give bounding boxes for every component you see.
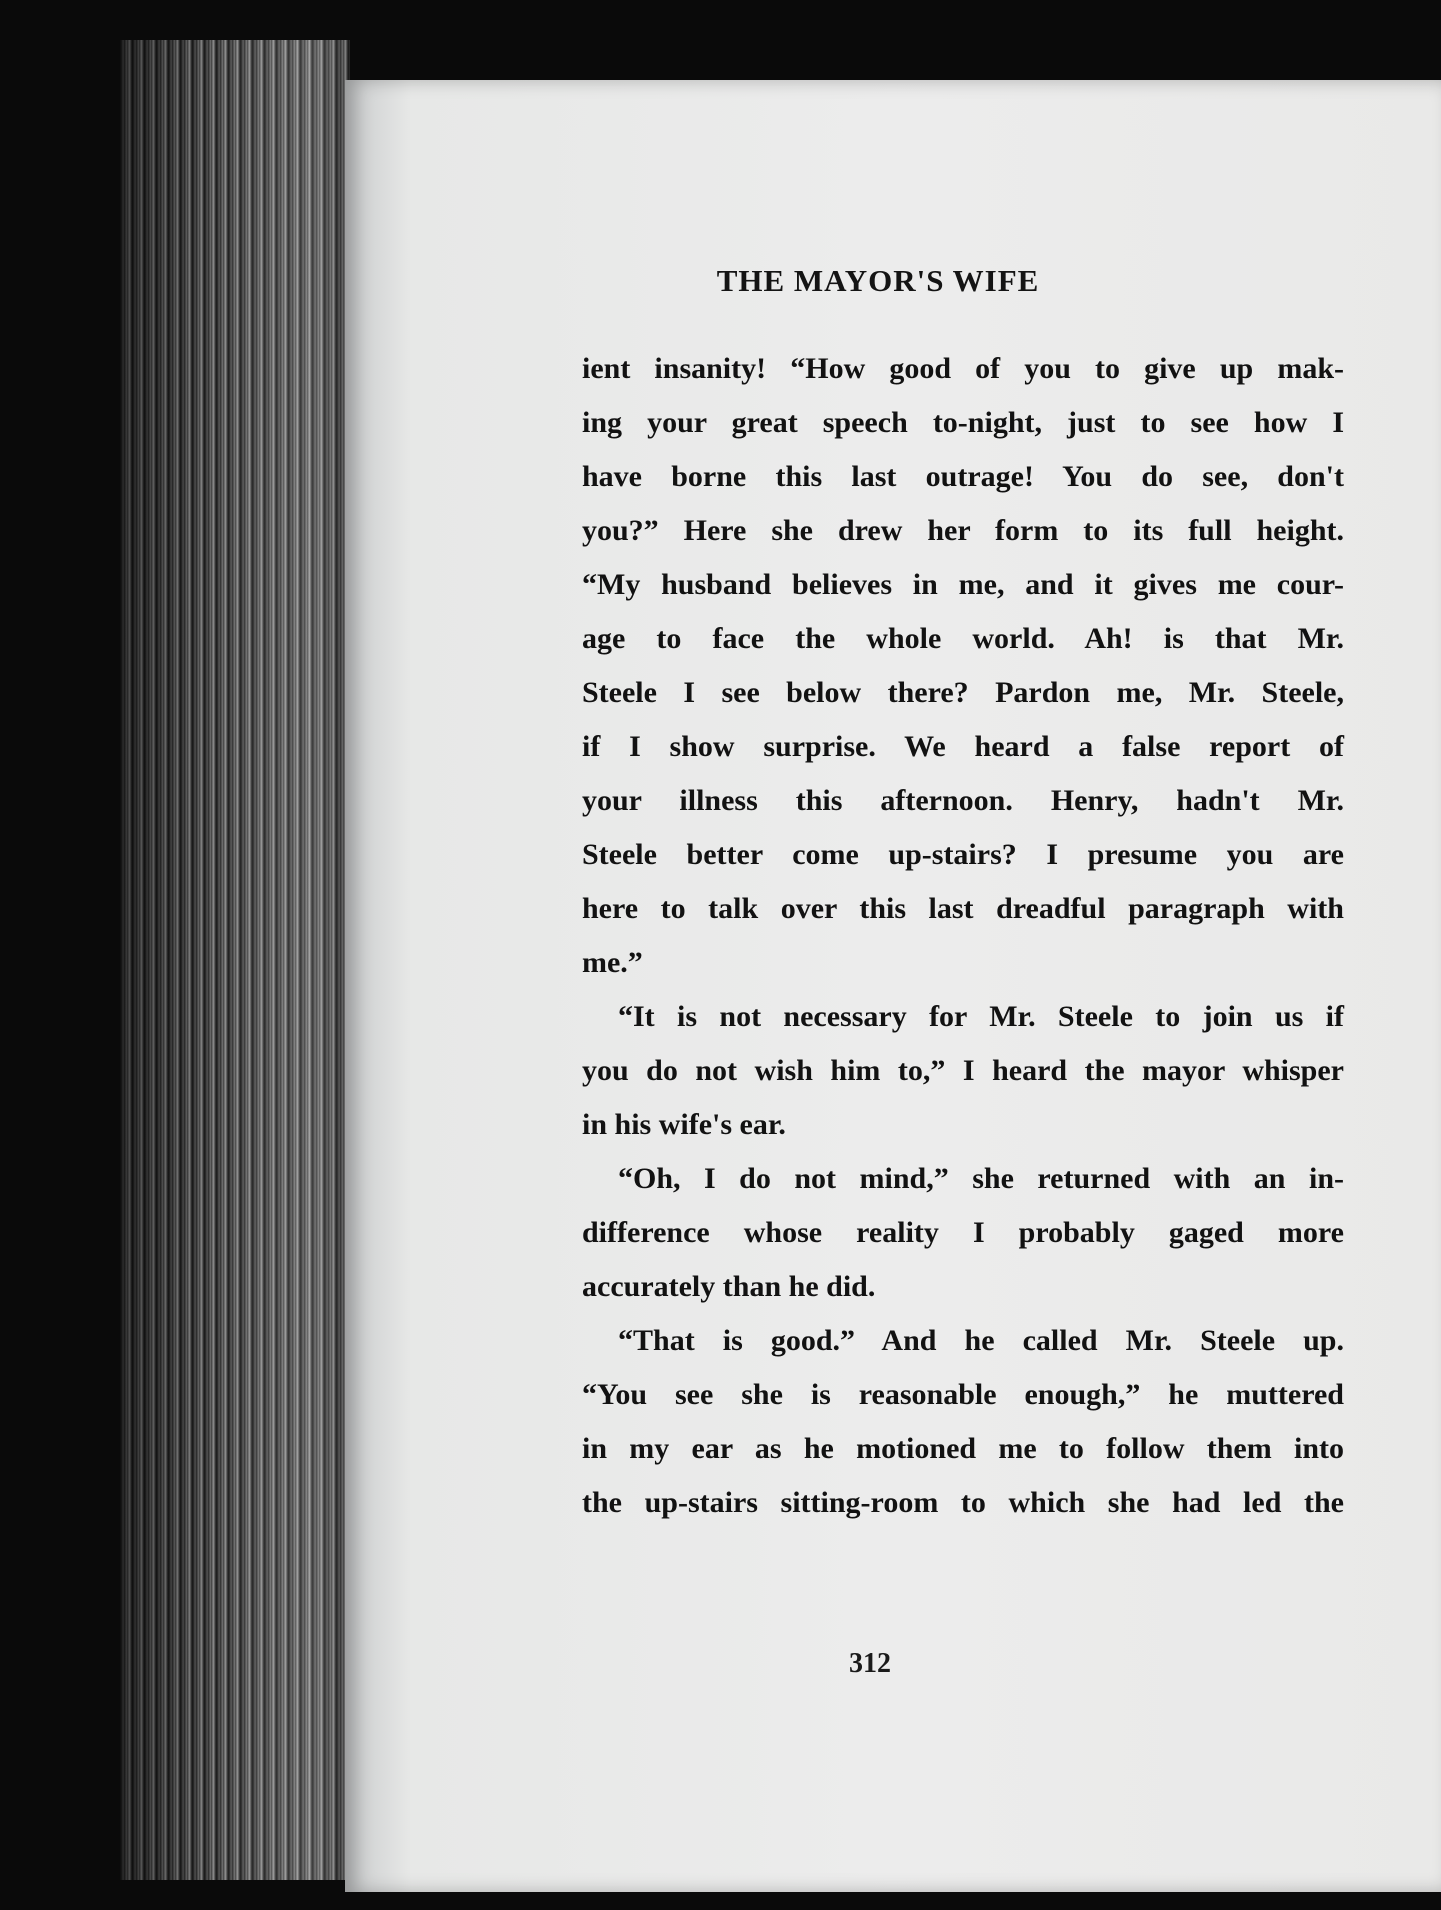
running-head: THE MAYOR'S WIFE <box>716 263 1040 298</box>
text-line: if I show surprise. We heard a false report of <box>582 730 1344 763</box>
book-page-edges <box>120 40 350 1880</box>
text-line: you do not wish him to,” I heard the mayor whisper <box>582 1054 1344 1087</box>
text-line: age to face the whole world. Ah! is that Mr. <box>582 622 1344 655</box>
text-line: “My husband believes in me, and it gives me cour- <box>582 568 1344 601</box>
text-line: “It is not necessary for Mr. Steele to join us if <box>618 1000 1344 1033</box>
text-line: “That is good.” And he called Mr. Steele up. <box>618 1324 1344 1357</box>
text-line: me.” <box>582 946 643 979</box>
text-line: ient insanity! “How good of you to give up mak- <box>582 352 1344 385</box>
text-line: “You see she is reasonable enough,” he muttered <box>582 1378 1344 1411</box>
book-page <box>345 80 1441 1892</box>
text-line: in his wife's ear. <box>582 1108 786 1141</box>
text-line: here to talk over this last dreadful paragraph with <box>582 892 1344 925</box>
page-number: 312 <box>849 1648 891 1679</box>
text-line: difference whose reality I probably gaged more <box>582 1216 1344 1249</box>
text-line: Steele I see below there? Pardon me, Mr. Steele, <box>582 676 1344 709</box>
text-line: accurately than he did. <box>582 1270 876 1303</box>
text-line: ing your great speech to-night, just to see how I <box>582 406 1344 439</box>
text-line: your illness this afternoon. Henry, hadn't Mr. <box>582 784 1344 817</box>
text-line: the up-stairs sitting-room to which she had led the <box>582 1486 1344 1519</box>
text-line: you?” Here she drew her form to its full height. <box>582 514 1344 547</box>
body-text <box>582 342 1344 1530</box>
text-line: have borne this last outrage! You do see, don't <box>582 460 1344 493</box>
text-line: “Oh, I do not mind,” she returned with an in- <box>618 1162 1344 1195</box>
text-line: in my ear as he motioned me to follow them into <box>582 1432 1344 1465</box>
text-line: Steele better come up-stairs? I presume you are <box>582 838 1344 871</box>
